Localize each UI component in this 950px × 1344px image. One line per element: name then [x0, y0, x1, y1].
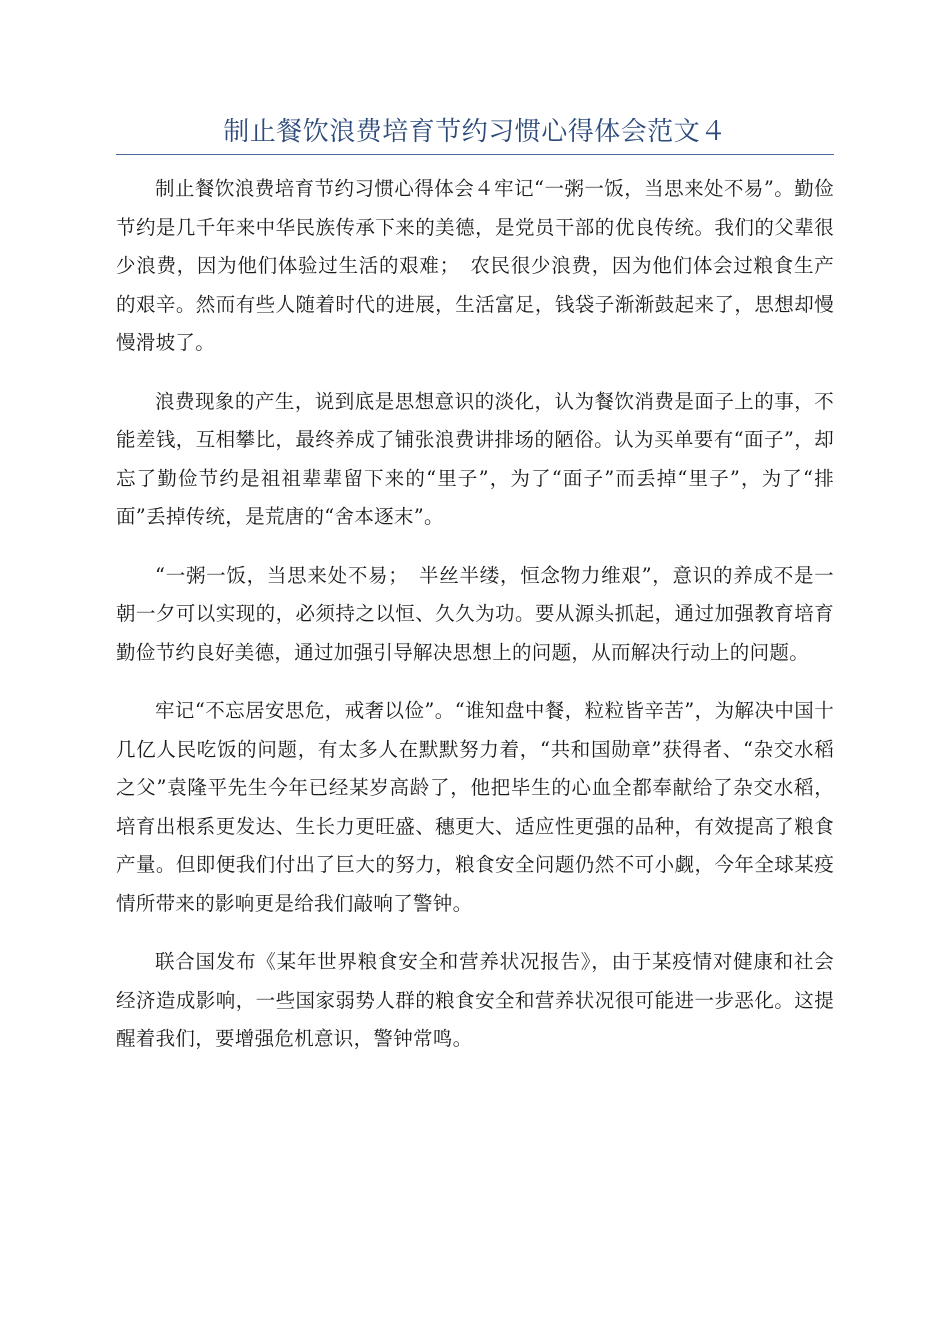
paragraph-1: 制止餐饮浪费培育节约习惯心得体会４牢记“一粥一饭，当思来处不易”。勤俭节约是几千年来中华民族传承下来的美德，是党员干部的优良传统。我们的父辈很少浪费，因为他们体验过生活的艰难； 农民很少浪费，因为他们体会过粮食生产的艰辛。然而有些人随着时代的进展，生活富足，钱袋子渐渐鼓起来了，思想却慢慢滑坡了。: [116, 177, 834, 354]
paragraph-3: “一粥一饭，当思来处不易； 半丝半缕，恒念物力维艰”，意识的养成不是一朝一夕可以实现的，必须持之以恒、久久为功。要从源头抓起，通过加强教育培育勤俭节约良好美德，通过加强引导解决思想上的问题，从而解决行动上的问题。: [116, 563, 834, 664]
document-title: 制止餐饮浪费培育节约习惯心得体会范文４: [223, 117, 727, 147]
paragraph-4: 牢记“不忘居安思危，戒奢以俭”。“谁知盘中餐，粒粒皆辛苦”，为解决中国十几亿人民吃饭的问题，有太多人在默默努力着，“共和国勋章”获得者、“杂交水稻之父”袁隆平先生今年已经某岁高龄了，他把毕生的心血全都奉献给了杂交水稻，培育出根系更发达、生长力更旺盛、穗更大、适应性更强的品种，有效提高了粮食产量。但即便我们付出了巨大的努力，粮食安全问题仍然不可小觑，今年全球某疫情所带来的影响更是给我们敲响了警钟。: [116, 699, 834, 915]
document-body: [116, 170, 834, 1079]
title-underline: [116, 154, 834, 155]
paragraph-5: 联合国发布《某年世界粮食安全和营养状况报告》，由于某疫情对健康和社会经济造成影响，一些国家弱势人群的粮食安全和营养状况很可能进一步恶化。这提醒着我们，要增强危机意识，警钟常鸣。: [116, 950, 834, 1050]
paragraph-2: 浪费现象的产生，说到底是思想意识的淡化，认为餐饮消费是面子上的事，不能差钱，互相攀比，最终养成了铺张浪费讲排场的陋俗。认为买单要有“面子”，却忘了勤俭节约是祖祖辈辈留下来的“里子”，为了“面子”而丢掉“里子”，为了“排面”丢掉传统，是荒唐的“舍本逐末”。: [116, 389, 834, 528]
